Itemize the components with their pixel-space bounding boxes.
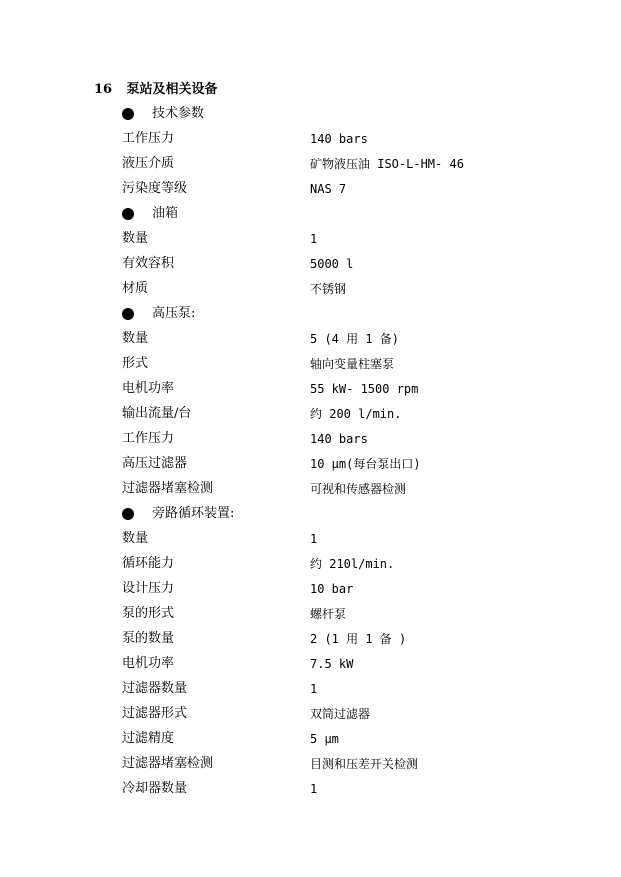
- spec-value: 1: [310, 682, 318, 696]
- spec-value: 1: [310, 782, 318, 796]
- spec-row: [122, 229, 602, 254]
- bullet-icon: [122, 208, 134, 220]
- spec-row: [122, 354, 602, 379]
- spec-row: [122, 179, 602, 204]
- spec-label: 材质: [122, 281, 149, 296]
- subsection-row: [122, 304, 602, 329]
- section-title: 泵站及相关设备: [126, 82, 218, 97]
- spec-row: [122, 679, 602, 704]
- spec-label: 过滤器堵塞检测: [122, 756, 214, 771]
- spec-list: [122, 104, 602, 804]
- spec-label: 污染度等级: [122, 181, 188, 196]
- spec-value: 140 bars: [310, 132, 368, 146]
- spec-label: 工作压力: [122, 431, 175, 446]
- section-number: 16: [94, 82, 113, 97]
- spec-value: 7.5 kW: [310, 657, 354, 671]
- spec-row: [122, 254, 602, 279]
- spec-label: 泵的数量: [122, 631, 175, 646]
- spec-label: 数量: [122, 231, 149, 246]
- spec-value: 5000 l: [310, 257, 354, 271]
- spec-value: 10 bar: [310, 582, 354, 596]
- spec-label: 数量: [122, 331, 149, 346]
- spec-value: 1: [310, 232, 318, 246]
- spec-row: [122, 429, 602, 454]
- spec-label: 过滤器数量: [122, 681, 188, 696]
- bullet-icon: [122, 508, 134, 520]
- spec-value: 约 210l/min.: [310, 557, 395, 571]
- spec-label: 过滤精度: [122, 731, 175, 746]
- spec-label: 有效容积: [122, 256, 175, 271]
- spec-value: 5 (4 用 1 备): [310, 332, 400, 346]
- spec-label: 设计压力: [122, 581, 175, 596]
- spec-row: [122, 704, 602, 729]
- spec-label: 数量: [122, 531, 149, 546]
- section-heading: [94, 79, 218, 101]
- spec-value: 不锈钢: [310, 282, 347, 296]
- spec-row: [122, 729, 602, 754]
- spec-value: 约 200 l/min.: [310, 407, 402, 421]
- spec-value: 轴向变量柱塞泵: [310, 357, 395, 371]
- bullet-icon: [122, 308, 134, 320]
- subsection-title: 高压泵:: [152, 306, 196, 321]
- spec-row: [122, 379, 602, 404]
- spec-label: 循环能力: [122, 556, 175, 571]
- subsection-row: [122, 504, 602, 529]
- spec-value: 目测和压差开关检测: [310, 757, 419, 771]
- spec-value: 10 μm(每台泵出口): [310, 457, 421, 471]
- spec-label: 电机功率: [122, 656, 175, 671]
- spec-label: 液压介质: [122, 156, 175, 171]
- spec-label: 输出流量/台: [122, 406, 192, 421]
- spec-value: 双筒过滤器: [310, 707, 371, 721]
- spec-value: 2 (1 用 1 备 ): [310, 632, 407, 646]
- bullet-icon: [122, 108, 134, 120]
- spec-value: 55 kW- 1500 rpm: [310, 382, 419, 396]
- spec-row: [122, 154, 602, 179]
- spec-label: 冷却器数量: [122, 781, 188, 796]
- spec-row: [122, 579, 602, 604]
- subsection-row: [122, 104, 602, 129]
- spec-row: [122, 404, 602, 429]
- spec-row: [122, 779, 602, 804]
- subsection-title: 油箱: [152, 206, 179, 221]
- spec-value: 矿物液压油 ISO-L-HM- 46: [310, 157, 464, 171]
- spec-label: 工作压力: [122, 131, 175, 146]
- subsection-row: [122, 204, 602, 229]
- spec-row: [122, 604, 602, 629]
- spec-label: 形式: [122, 356, 149, 371]
- spec-value: 140 bars: [310, 432, 368, 446]
- spec-row: [122, 529, 602, 554]
- spec-label: 过滤器堵塞检测: [122, 481, 214, 496]
- spec-row: [122, 654, 602, 679]
- spec-row: [122, 754, 602, 779]
- spec-label: 泵的形式: [122, 606, 175, 621]
- subsection-title: 旁路循环装置:: [152, 506, 235, 521]
- spec-row: [122, 454, 602, 479]
- spec-label: 电机功率: [122, 381, 175, 396]
- spec-row: [122, 129, 602, 154]
- spec-value: 可视和传感器检测: [310, 482, 407, 496]
- spec-row: [122, 279, 602, 304]
- spec-row: [122, 479, 602, 504]
- spec-label: 高压过滤器: [122, 456, 188, 471]
- subsection-title: 技术参数: [152, 106, 205, 121]
- spec-row: [122, 629, 602, 654]
- spec-label: 过滤器形式: [122, 706, 188, 721]
- spec-value: 1: [310, 532, 318, 546]
- spec-value: 5 μm: [310, 732, 339, 746]
- spec-value: NAS 7: [310, 182, 347, 196]
- spec-value: 螺杆泵: [310, 607, 347, 621]
- spec-row: [122, 554, 602, 579]
- spec-row: [122, 329, 602, 354]
